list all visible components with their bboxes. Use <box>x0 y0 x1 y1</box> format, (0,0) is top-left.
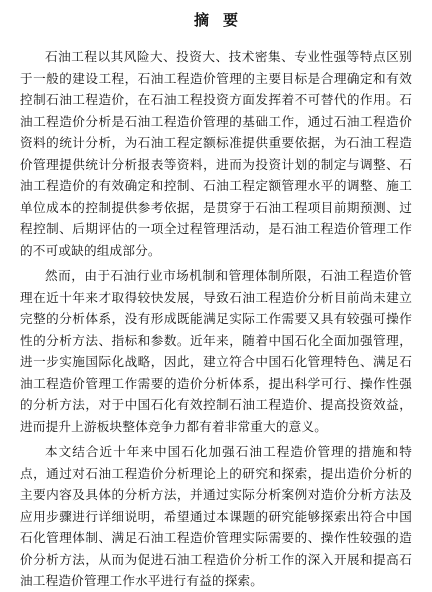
paragraph-2: 然而，由于石油行业市场机制和管理体制所限，石油工程造价管理在近十年来才取得较快发展，导致石油工程造价分析目前尚未建立完整的分析体系，没有形成既能满足实际工作需要又具有较强可操作性的分析方法、指标和参数。近年来，随着中国石化全面加强管理，进一步实施国际化战略，因此，建立符合中国石化管理特色、满足石油工程造价管理工作需要的造价分析体系，提出科学可行、操作性强的分析方法，对于中国石化有效控制石油工程造价、提高投资效益，进而提升上游板块整体竞争力都有着非常重大的意义。 <box>20 268 412 434</box>
paragraph-1: 石油工程以其风险大、投资大、技术密集、专业性强等特点区别于一般的建设工程，石油工程造价管理的主要目标是合理确定和有效控制石油工程造价，在石油工程投资方面发挥着不可替代的作用。石油工程造价分析是石油工程造价管理的基础工作，通过石油工程造价资料的统计分析，为石油工程定额标准提供重要依据，为石油工程造价管理提供统计分析报表等资料，进而为投资计划的制定与调整、石油工程造价的有效确定和控制、石油工程定额管理水平的调整、施工单位成本的控制提供参考依据，是贯穿于石油工程项目前期预测、过程控制、后期评估的一项全过程管理活动，是石油工程造价管理工作的不可或缺的组成部分。 <box>20 49 412 258</box>
paragraph-3: 本文结合近十年来中国石化加强石油工程造价管理的措施和特点，通过对石油工程造价分析理论上的研究和探索，提出造价分析的主要内容及具体的分析方法，并通过实际分析案例对造价分析方法及应用步骤进行详细说明，希望通过本课题的研究能够探索出符合中国石化管理体制、满足石油工程造价管理实际需要的、操作性较强的造价分析方法，从而为促进石油工程造价分析工作的深入开展和提高石油工程造价管理工作水平进行有益的探索。 <box>20 444 412 588</box>
page-title: 摘要 <box>193 11 252 29</box>
